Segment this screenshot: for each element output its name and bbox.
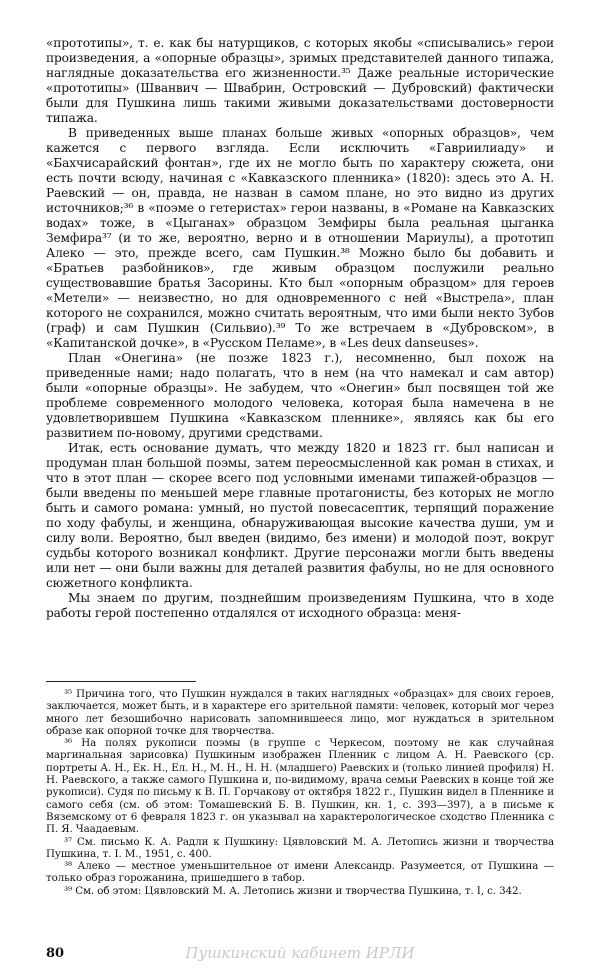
- watermark: Пушкинский кабинет ИРЛИ: [185, 944, 415, 962]
- page-number: 80: [46, 946, 65, 961]
- footnote: ³⁸ Алеко — местное уменьшительное от имени Александр. Разумеется, от Пушкина — только образ горожанина, пришедшего в табор.: [46, 860, 554, 885]
- footnote: ³⁹ См. об этом: Цявловский М. А. Летопись жизни и творчества Пушкина, т. I, с. 342.: [64, 884, 522, 897]
- footnote-divider: [46, 681, 196, 682]
- footnote: ³⁵ Причина того, что Пушкин нуждался в таких наглядных «образцах» для своих героев, заключается, может быть, и в характере его зрительной памяти: человек, который мог через много лет безошибочно нарисовать запомнившееся лицо, мог нуждаться в зрительном образе как опорной точке для творчества.: [46, 688, 554, 737]
- paragraph: «прототипы», т. е. как бы натурщиков, с которых якобы «списывались» герои произведения, а «опорные образцы», зримых представителей данного типажа, наглядные доказательства его жизненности.³⁵ Даже реальные исторические «прототипы» (Шванвич — Швабрин, Островский — Дубровский) фактически были для Пушкина лишь такими живыми доказательствами достоверности типажа.: [46, 36, 554, 125]
- paragraph: Итак, есть основание думать, что между 1820 и 1823 гг. был написан и продуман план большой поэмы, затем переосмысленной как роман в стихах, и что в этот план — скорее всего под условными именами типажей-образцов — были введены по меньшей мере главные протагонисты, без которых не могло быть и самого романа: умный, но пустой повесасептик, терпящий поражение по ходу фабулы, и женщина, обнаруживающая высокие качества души, ум и силу воли. Вероятно, был введен (видимо, без имени) и молодой поэт, вокруг судьбы которого возникал конфликт. Другие персонажи могли быть введены или нет — они были важны для деталей развития фабулы, но не для основного сюжетного конфликта.: [46, 441, 554, 590]
- paragraph: Мы знаем по другим, позднейшим произведениям Пушкина, что в ходе работы герой постепенно отдалялся от исходного образца: меня-: [46, 591, 554, 620]
- footnote: ³⁶ На полях рукописи поэмы (в группе с Черкесом, поэтому не как случайная маргинальная зарисовка) Пушкиным изображен Пленник с лицом А. Н. Раевского (ср. портреты А. Н., Ек. Н., Ел. Н., М. Н., Н. Н. (младшего) Раевских и (только линией профиля) Н. Н. Раевского, а также самого Пушкина и, по-видимому, врача семьи Раевских в конце той же рукописи). Судя по письму к В. П. Горчакову от октября 1822 г., Пушкин видел в Пленнике и самого себя (см. об этом: Томашевский Б. В. Пушкин, кн. 1, с. 393—397), а в письме к Вяземскому от 6 февраля 1823 г. он указывал на характерологическое сходство Пленника с П. Я. Чаадаевым.: [46, 737, 555, 836]
- paragraph: В приведенных выше планах больше живых «опорных образцов», чем кажется с первого взгляда. Если исключить «Гавриилиаду» и «Бахчисарайский фонтан», где их не могло быть по характеру сюжета, они есть почти всюду, начиная с «Кавказского пленника» (1820): здесь это А. Н. Раевский — он, правда, не назван в самом плане, но это видно из других источников;³⁶ в «поэме о гетеристах» герои названы, в «Романе на Кавказских водах» тоже, в «Цыганах» образцом Земфиры была реальная цыганка Земфира³⁷ (и то же, вероятно, верно и в отношении Мариулы), а прототип Алеко — это, прежде всего, сам Пушкин.³⁸ Можно было бы добавить и «Братьев разбойников», где живым образцом послужили реально существовавшие братья Засорины. Кто был «опорным образцом» для героев «Метели» — неизвестно, но для одновременного с ней «Выстрела», план которого не сохранился, можно считать вероятным, что ими были некто Зубов (граф) и сам Пушкин (Сильвио).³⁹ То же встречаем в «Дубровском», в «Капитанской дочке», в «Русском Пеламе», в «Les deux danseuses».: [46, 126, 554, 350]
- footnote: ³⁷ См. письмо К. А. Радли к Пушкину: Цявловский М. А. Летопись жизни и творчества Пушкина, т. I. М., 1951, с. 400.: [46, 835, 554, 860]
- paragraph: План «Онегина» (не позже 1823 г.), несомненно, был похож на приведенные нами; надо полагать, что в нем (на что намекал и сам автор) были «опорные образцы». Не забудем, что «Онегин» был посвящен той же проблеме современного молодого человека, которая была намечена в не удовлетворившем Пушкина «Кавказском пленнике», являясь как бы его развитием по-новому, другими средствами.: [46, 351, 554, 440]
- main-text: [46, 36, 554, 621]
- footnotes: [46, 688, 554, 897]
